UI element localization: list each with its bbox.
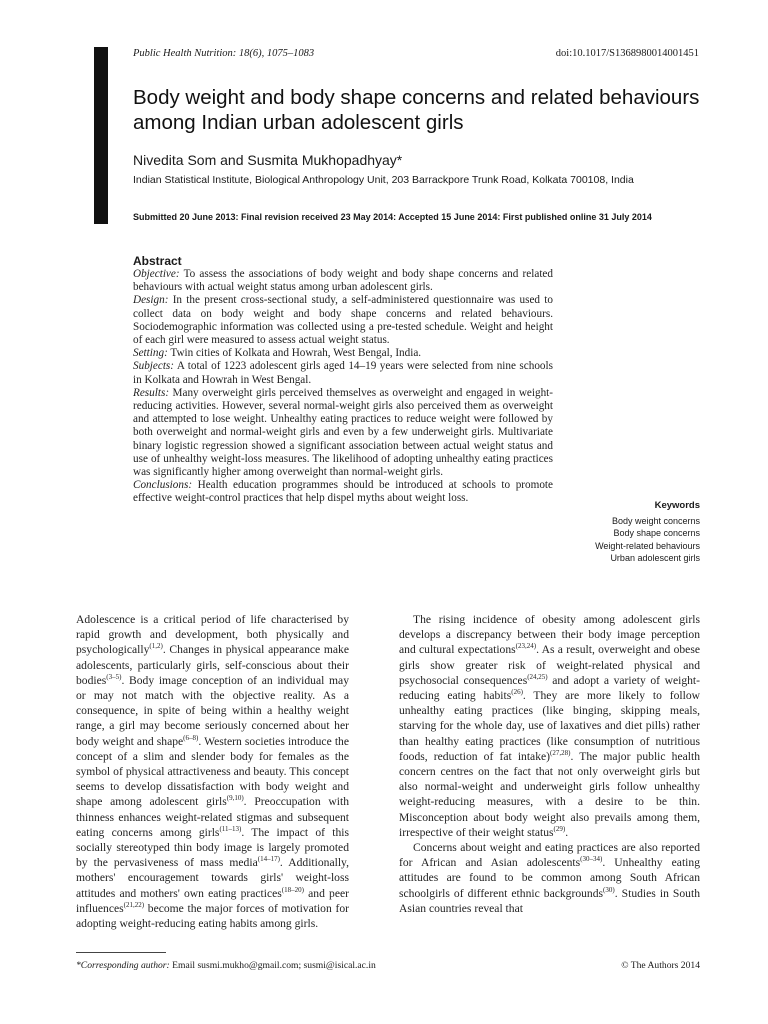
citation-reference: (30–34) — [580, 855, 603, 864]
article-title: Body weight and body shape concerns and related behaviours among Indian urban adolescent girls — [133, 86, 700, 134]
abstract-text: Health education programmes should be introduced at schools to promote effective weight-control practices that help dispel myths about weight loss. — [133, 479, 553, 505]
abstract-subjects — [133, 360, 553, 386]
section-marker-bar — [94, 47, 108, 224]
abstract-text: To assess the associations of body weight and body shape concerns and related behaviours with actual weight status among urban adolescent girls. — [133, 268, 553, 294]
body-text: . They are more likely to follow unhealthy eating practices (like binging, skipping meals, starving for the whole day, use of laxatives and diet pills) rather than healthy eating practices (like consumption of nutritious foods, reduction of fat intake) — [399, 689, 700, 763]
footnote-rule — [76, 952, 166, 953]
citation-reference: (30) — [603, 885, 615, 894]
abstract-design — [133, 294, 553, 347]
abstract-conclusions — [133, 479, 553, 505]
body-text: . Unhealthy eating attitudes are found to be common among South African schoolgirls of different ethnic backgrounds — [399, 856, 700, 900]
abstract — [133, 254, 553, 506]
affiliation: Indian Statistical Institute, Biological Anthropology Unit, 203 Barrackpore Trunk Road, Kolkata 700108, India — [133, 174, 634, 186]
body-text: . Western societies introduce the concept of a slim and slender body for females as the symbol of physical attractiveness and beauty. This concept seems to develop dissatisfaction with body weight and shape among adolescent girls — [76, 734, 349, 809]
body-paragraph — [76, 612, 349, 931]
title-block — [133, 85, 723, 223]
body-text: . — [565, 825, 569, 839]
body-text: . Preoccupation with thinness enhances weight-related stigmas and subsequent eating concerns among girls — [76, 795, 349, 839]
page-footer — [76, 960, 700, 976]
keywords-heading: Keywords — [654, 500, 700, 511]
citation-reference: (3–5) — [106, 672, 122, 681]
citation-reference: (11–13) — [219, 824, 242, 833]
body-text: and peer influences — [76, 886, 349, 915]
corresponding-author-label: *Corresponding author: — [76, 960, 170, 971]
abstract-label: Setting: — [133, 347, 168, 360]
citation-reference: (29) — [553, 824, 566, 833]
body-text: . Studies in South Asian countries reveal that — [399, 886, 700, 915]
body-text: . Body image conception of an individual may or may not match with the objective reality. As a consequence, in spite of being within a healthy weight range, a girl may become seriously concerned about her body weight and shape — [76, 673, 349, 748]
body-text: Adolescence is a critical period of life characterised by rapid growth and development, both physically and psychologically — [76, 613, 349, 657]
abstract-label: Subjects: — [133, 360, 175, 373]
citation-reference: (27,28) — [550, 748, 571, 757]
body-paragraph — [399, 612, 700, 840]
corresponding-author-note — [76, 960, 376, 971]
body-text: . Changes in physical appearance make adolescents, particularly girls, self-conscious about their bodies — [76, 643, 349, 687]
abstract-label: Objective: — [133, 268, 180, 280]
keywords — [540, 500, 700, 565]
corresponding-author-email[interactable]: Email susmi.mukho@gmail.com; susmi@isical.ac.in — [169, 960, 376, 971]
citation-reference: (24,25) — [527, 672, 548, 681]
body-text: and adopt a variety of weight-reducing eating habits — [399, 673, 700, 703]
abstract-results — [133, 387, 553, 479]
copyright: © The Authors 2014 — [621, 960, 700, 971]
abstract-heading: Abstract — [133, 254, 182, 268]
submission-dates: Submitted 20 June 2013: Final revision received 23 May 2014: Accepted 15 June 2014: First published online 31 July 2014 — [133, 212, 652, 222]
citation-reference: (23,24) — [515, 642, 537, 651]
body-column-right — [399, 612, 700, 916]
citation-reference: (14–17) — [257, 855, 280, 864]
abstract-label: Design: — [133, 294, 169, 307]
abstract-text: In the present cross-sectional study, a self-administered questionnaire was used to collect data on body weight and body shape concerns and related behaviours. Sociodemographic information was collected using a pre-tested schedule. Weight and height of each girl were measured to assess actual weight status. — [133, 294, 553, 347]
citation-reference: (21,22) — [123, 901, 145, 909]
body-paragraph — [399, 840, 700, 916]
keyword-item: Urban adolescent girls — [610, 553, 700, 564]
abstract-objective — [133, 268, 553, 294]
citation-reference: (18–20) — [281, 885, 304, 894]
body-text: . Additionally, mothers' encouragement towards girls' weight-loss attitudes and mothers' own eating practices — [76, 856, 349, 900]
keyword-item: Body shape concerns — [613, 528, 700, 539]
body-text: . The impact of this socially stereotyped thin body image is largely promoted by the pervasiveness of mass media — [76, 825, 350, 870]
abstract-text: Twin cities of Kolkata and Howrah, West Bengal, India. — [167, 347, 422, 360]
author-list: Nivedita Som and Susmita Mukhopadhyay* — [133, 152, 403, 168]
keyword-item: Body weight concerns — [611, 515, 700, 526]
abstract-label: Conclusions: — [133, 479, 193, 492]
body-text: The rising incidence of obesity among adolescent girls develops a discrepancy between their body image perception and cultural expectations — [399, 613, 700, 657]
body-text: become the major forces of motivation for adopting weight-reducing eating habits among girls. — [76, 901, 349, 931]
citation-reference: (1,2) — [149, 642, 163, 651]
running-header — [133, 48, 699, 64]
abstract-label: Results: — [133, 386, 170, 399]
body-text: . The major public health concern centres on the fact that not only overweight girls but also normal-weight and underweight girls follow unhealthy weight-reducing measures, with a desire to be thin. Misconception about body weight also prevails among them, irrespective of their weight status — [399, 749, 700, 839]
abstract-setting — [133, 347, 553, 360]
body-column-left — [76, 612, 349, 931]
abstract-text: A total of 1223 adolescent girls aged 14–19 years were selected from nine schools in Kolkata and Howrah in West Bengal. — [133, 360, 553, 386]
abstract-text: Many overweight girls perceived themselves as overweight and engaged in weight-reducing activities. However, several normal-weight girls also perceived them as overweight and attempted to lose weight. Unhealthy eating practices to reduce weight were followed by both overweight and normal-weight girls and even by a few underweight girls. Multivariate binary logistic regression showed a significant association between actual weight status and use of unhealthy weight-loss measures. The likelihood of adopting unhealthy eating practices was significantly higher among overweight than normal-weight girls. — [133, 386, 553, 479]
citation-reference: (9,10) — [226, 794, 244, 803]
journal-reference: Public Health Nutrition: 18(6), 1075–1083 — [133, 48, 315, 59]
body-text: Concerns about weight and eating practices are also reported for African and Asian adolescents — [399, 841, 700, 870]
doi-link[interactable]: doi:10.1017/S1368980014001451 — [555, 48, 699, 59]
citation-reference: (26) — [511, 688, 523, 697]
keyword-item: Weight-related behaviours — [595, 540, 700, 551]
body-text: . As a result, overweight and obese girls show greater risk of weight-related physical and psychosocial consequences — [399, 643, 700, 687]
citation-reference: (6–8) — [183, 733, 199, 742]
